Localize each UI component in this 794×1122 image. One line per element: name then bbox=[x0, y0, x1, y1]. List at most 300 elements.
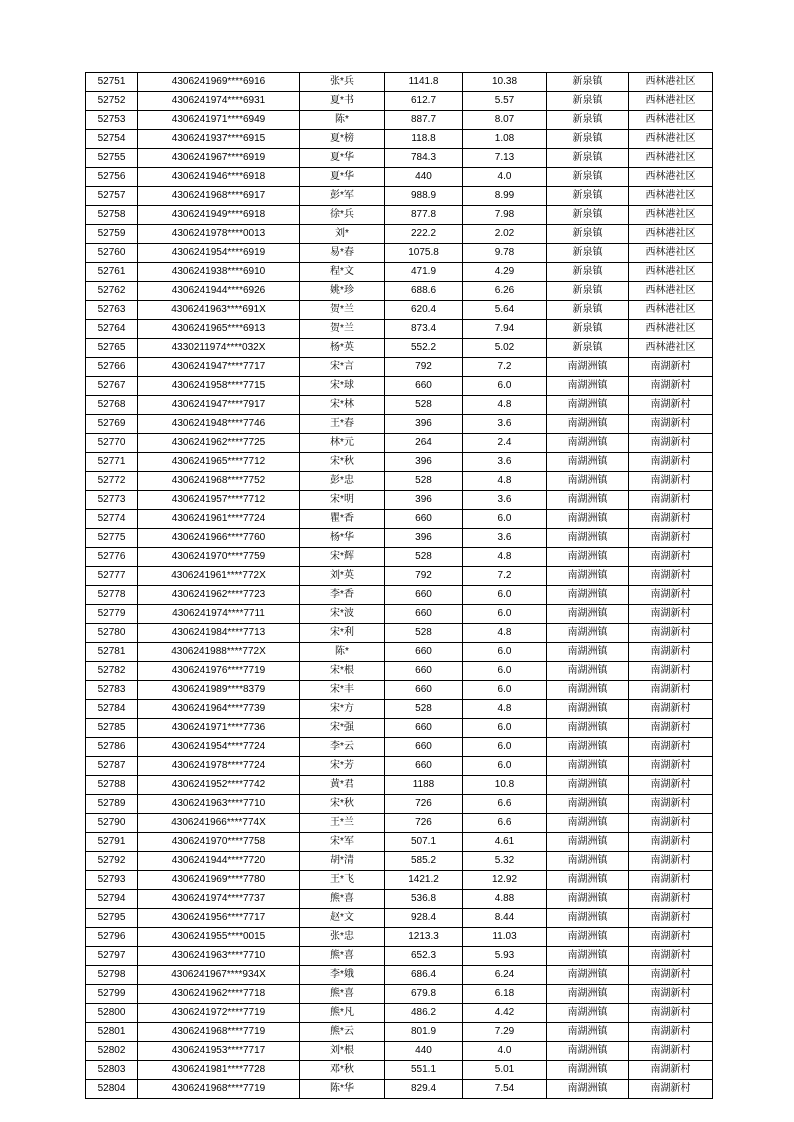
amount-cell: 396 bbox=[385, 453, 463, 472]
village-cell: 南湖新村 bbox=[629, 643, 713, 662]
serial-number-cell: 52791 bbox=[86, 833, 138, 852]
rate-cell: 11.03 bbox=[463, 928, 547, 947]
town-cell: 新泉镇 bbox=[547, 244, 629, 263]
serial-number-cell: 52769 bbox=[86, 415, 138, 434]
amount-cell: 396 bbox=[385, 529, 463, 548]
village-cell: 西林港社区 bbox=[629, 282, 713, 301]
table-row bbox=[86, 928, 713, 947]
id-card-number-cell: 4306241961****772X bbox=[138, 567, 300, 586]
table-row bbox=[86, 377, 713, 396]
amount-cell: 652.3 bbox=[385, 947, 463, 966]
name-cell: 夏*榜 bbox=[300, 130, 385, 149]
id-card-number-cell: 4306241978****7724 bbox=[138, 757, 300, 776]
id-card-number-cell: 4306241988****772X bbox=[138, 643, 300, 662]
village-cell: 西林港社区 bbox=[629, 301, 713, 320]
town-cell: 新泉镇 bbox=[547, 206, 629, 225]
id-card-number-cell: 4306241962****7718 bbox=[138, 985, 300, 1004]
name-cell: 王*飞 bbox=[300, 871, 385, 890]
village-cell: 南湖新村 bbox=[629, 928, 713, 947]
amount-cell: 873.4 bbox=[385, 320, 463, 339]
serial-number-cell: 52771 bbox=[86, 453, 138, 472]
table-row bbox=[86, 73, 713, 92]
amount-cell: 988.9 bbox=[385, 187, 463, 206]
name-cell: 王*春 bbox=[300, 415, 385, 434]
id-card-number-cell: 4306241974****7737 bbox=[138, 890, 300, 909]
name-cell: 夏*华 bbox=[300, 149, 385, 168]
id-card-number-cell: 4306241976****7719 bbox=[138, 662, 300, 681]
id-card-number-cell: 4306241968****7752 bbox=[138, 472, 300, 491]
name-cell: 熊*喜 bbox=[300, 890, 385, 909]
town-cell: 新泉镇 bbox=[547, 149, 629, 168]
table-row bbox=[86, 871, 713, 890]
town-cell: 新泉镇 bbox=[547, 263, 629, 282]
town-cell: 南湖洲镇 bbox=[547, 681, 629, 700]
rate-cell: 8.99 bbox=[463, 187, 547, 206]
id-card-number-cell: 4306241949****6918 bbox=[138, 206, 300, 225]
rate-cell: 4.8 bbox=[463, 548, 547, 567]
amount-cell: 1075.8 bbox=[385, 244, 463, 263]
name-cell: 宋*根 bbox=[300, 662, 385, 681]
id-card-number-cell: 4306241968****7719 bbox=[138, 1080, 300, 1099]
serial-number-cell: 52779 bbox=[86, 605, 138, 624]
village-cell: 南湖新村 bbox=[629, 358, 713, 377]
village-cell: 南湖新村 bbox=[629, 491, 713, 510]
serial-number-cell: 52788 bbox=[86, 776, 138, 795]
rate-cell: 6.0 bbox=[463, 643, 547, 662]
amount-cell: 507.1 bbox=[385, 833, 463, 852]
rate-cell: 6.0 bbox=[463, 510, 547, 529]
amount-cell: 801.9 bbox=[385, 1023, 463, 1042]
id-card-number-cell: 4306241970****7758 bbox=[138, 833, 300, 852]
village-cell: 西林港社区 bbox=[629, 92, 713, 111]
serial-number-cell: 52795 bbox=[86, 909, 138, 928]
town-cell: 南湖洲镇 bbox=[547, 377, 629, 396]
amount-cell: 1188 bbox=[385, 776, 463, 795]
town-cell: 南湖洲镇 bbox=[547, 890, 629, 909]
village-cell: 南湖新村 bbox=[629, 434, 713, 453]
rate-cell: 6.0 bbox=[463, 738, 547, 757]
amount-cell: 585.2 bbox=[385, 852, 463, 871]
table-row bbox=[86, 434, 713, 453]
town-cell: 新泉镇 bbox=[547, 339, 629, 358]
table-row bbox=[86, 833, 713, 852]
serial-number-cell: 52751 bbox=[86, 73, 138, 92]
table-row bbox=[86, 852, 713, 871]
rate-cell: 4.8 bbox=[463, 396, 547, 415]
subsidy-table bbox=[85, 72, 713, 1099]
village-cell: 南湖新村 bbox=[629, 377, 713, 396]
amount-cell: 679.8 bbox=[385, 985, 463, 1004]
amount-cell: 784.3 bbox=[385, 149, 463, 168]
serial-number-cell: 52768 bbox=[86, 396, 138, 415]
amount-cell: 660 bbox=[385, 643, 463, 662]
name-cell: 林*元 bbox=[300, 434, 385, 453]
id-card-number-cell: 4306241965****6913 bbox=[138, 320, 300, 339]
village-cell: 南湖新村 bbox=[629, 966, 713, 985]
rate-cell: 3.6 bbox=[463, 529, 547, 548]
name-cell: 张*忠 bbox=[300, 928, 385, 947]
id-card-number-cell: 4306241944****7720 bbox=[138, 852, 300, 871]
name-cell: 姚*珍 bbox=[300, 282, 385, 301]
serial-number-cell: 52792 bbox=[86, 852, 138, 871]
id-card-number-cell: 4306241984****7713 bbox=[138, 624, 300, 643]
id-card-number-cell: 4306241956****7717 bbox=[138, 909, 300, 928]
name-cell: 宋*秋 bbox=[300, 795, 385, 814]
village-cell: 西林港社区 bbox=[629, 339, 713, 358]
amount-cell: 660 bbox=[385, 662, 463, 681]
table-row bbox=[86, 985, 713, 1004]
town-cell: 南湖洲镇 bbox=[547, 662, 629, 681]
serial-number-cell: 52774 bbox=[86, 510, 138, 529]
town-cell: 南湖洲镇 bbox=[547, 814, 629, 833]
table-row bbox=[86, 643, 713, 662]
id-card-number-cell: 4306241971****6949 bbox=[138, 111, 300, 130]
table-row bbox=[86, 947, 713, 966]
table-row bbox=[86, 548, 713, 567]
serial-number-cell: 52797 bbox=[86, 947, 138, 966]
id-card-number-cell: 4306241972****7719 bbox=[138, 1004, 300, 1023]
amount-cell: 528 bbox=[385, 396, 463, 415]
town-cell: 南湖洲镇 bbox=[547, 700, 629, 719]
table-row bbox=[86, 1080, 713, 1099]
id-card-number-cell: 4306241954****7724 bbox=[138, 738, 300, 757]
name-cell: 宋*军 bbox=[300, 833, 385, 852]
village-cell: 南湖新村 bbox=[629, 833, 713, 852]
amount-cell: 620.4 bbox=[385, 301, 463, 320]
rate-cell: 10.8 bbox=[463, 776, 547, 795]
amount-cell: 396 bbox=[385, 415, 463, 434]
table-row bbox=[86, 662, 713, 681]
village-cell: 南湖新村 bbox=[629, 738, 713, 757]
town-cell: 南湖洲镇 bbox=[547, 510, 629, 529]
name-cell: 宋*丰 bbox=[300, 681, 385, 700]
town-cell: 南湖洲镇 bbox=[547, 586, 629, 605]
rate-cell: 5.32 bbox=[463, 852, 547, 871]
table-row bbox=[86, 168, 713, 187]
table-row bbox=[86, 909, 713, 928]
amount-cell: 877.8 bbox=[385, 206, 463, 225]
village-cell: 西林港社区 bbox=[629, 263, 713, 282]
table-row bbox=[86, 890, 713, 909]
rate-cell: 7.94 bbox=[463, 320, 547, 339]
table-row bbox=[86, 282, 713, 301]
town-cell: 新泉镇 bbox=[547, 301, 629, 320]
table-row bbox=[86, 149, 713, 168]
town-cell: 新泉镇 bbox=[547, 111, 629, 130]
id-card-number-cell: 4306241981****7728 bbox=[138, 1061, 300, 1080]
rate-cell: 6.0 bbox=[463, 377, 547, 396]
serial-number-cell: 52780 bbox=[86, 624, 138, 643]
rate-cell: 4.0 bbox=[463, 168, 547, 187]
serial-number-cell: 52760 bbox=[86, 244, 138, 263]
serial-number-cell: 52794 bbox=[86, 890, 138, 909]
serial-number-cell: 52801 bbox=[86, 1023, 138, 1042]
name-cell: 李*香 bbox=[300, 586, 385, 605]
rate-cell: 6.6 bbox=[463, 814, 547, 833]
id-card-number-cell: 4306241974****7711 bbox=[138, 605, 300, 624]
village-cell: 南湖新村 bbox=[629, 852, 713, 871]
id-card-number-cell: 4306241968****6917 bbox=[138, 187, 300, 206]
rate-cell: 3.6 bbox=[463, 491, 547, 510]
name-cell: 宋*言 bbox=[300, 358, 385, 377]
town-cell: 南湖洲镇 bbox=[547, 795, 629, 814]
serial-number-cell: 52781 bbox=[86, 643, 138, 662]
rate-cell: 4.42 bbox=[463, 1004, 547, 1023]
village-cell: 南湖新村 bbox=[629, 472, 713, 491]
rate-cell: 4.29 bbox=[463, 263, 547, 282]
village-cell: 南湖新村 bbox=[629, 776, 713, 795]
town-cell: 南湖洲镇 bbox=[547, 396, 629, 415]
name-cell: 宋*强 bbox=[300, 719, 385, 738]
village-cell: 南湖新村 bbox=[629, 605, 713, 624]
name-cell: 瞿*香 bbox=[300, 510, 385, 529]
rate-cell: 6.0 bbox=[463, 681, 547, 700]
id-card-number-cell: 4306241937****6915 bbox=[138, 130, 300, 149]
village-cell: 西林港社区 bbox=[629, 225, 713, 244]
town-cell: 新泉镇 bbox=[547, 130, 629, 149]
rate-cell: 6.0 bbox=[463, 605, 547, 624]
rate-cell: 6.0 bbox=[463, 662, 547, 681]
rate-cell: 8.07 bbox=[463, 111, 547, 130]
serial-number-cell: 52804 bbox=[86, 1080, 138, 1099]
rate-cell: 7.54 bbox=[463, 1080, 547, 1099]
amount-cell: 528 bbox=[385, 548, 463, 567]
rate-cell: 6.24 bbox=[463, 966, 547, 985]
table-row bbox=[86, 491, 713, 510]
table-row bbox=[86, 415, 713, 434]
amount-cell: 887.7 bbox=[385, 111, 463, 130]
name-cell: 王*兰 bbox=[300, 814, 385, 833]
rate-cell: 9.78 bbox=[463, 244, 547, 263]
serial-number-cell: 52755 bbox=[86, 149, 138, 168]
id-card-number-cell: 4306241952****7742 bbox=[138, 776, 300, 795]
rate-cell: 7.13 bbox=[463, 149, 547, 168]
amount-cell: 660 bbox=[385, 377, 463, 396]
name-cell: 黄*君 bbox=[300, 776, 385, 795]
table-row bbox=[86, 719, 713, 738]
village-cell: 南湖新村 bbox=[629, 985, 713, 1004]
id-card-number-cell: 4306241989****8379 bbox=[138, 681, 300, 700]
serial-number-cell: 52754 bbox=[86, 130, 138, 149]
table-row bbox=[86, 358, 713, 377]
town-cell: 新泉镇 bbox=[547, 73, 629, 92]
town-cell: 南湖洲镇 bbox=[547, 415, 629, 434]
name-cell: 邓*秋 bbox=[300, 1061, 385, 1080]
table-row bbox=[86, 339, 713, 358]
serial-number-cell: 52803 bbox=[86, 1061, 138, 1080]
amount-cell: 688.6 bbox=[385, 282, 463, 301]
amount-cell: 660 bbox=[385, 510, 463, 529]
village-cell: 南湖新村 bbox=[629, 1061, 713, 1080]
serial-number-cell: 52761 bbox=[86, 263, 138, 282]
table-row bbox=[86, 320, 713, 339]
table-row bbox=[86, 206, 713, 225]
id-card-number-cell: 4306241969****6916 bbox=[138, 73, 300, 92]
table-row bbox=[86, 453, 713, 472]
name-cell: 彭*忠 bbox=[300, 472, 385, 491]
serial-number-cell: 52758 bbox=[86, 206, 138, 225]
id-card-number-cell: 4306241970****7759 bbox=[138, 548, 300, 567]
amount-cell: 726 bbox=[385, 795, 463, 814]
serial-number-cell: 52753 bbox=[86, 111, 138, 130]
rate-cell: 5.02 bbox=[463, 339, 547, 358]
rate-cell: 4.8 bbox=[463, 472, 547, 491]
table-row bbox=[86, 396, 713, 415]
name-cell: 贺*兰 bbox=[300, 320, 385, 339]
serial-number-cell: 52756 bbox=[86, 168, 138, 187]
village-cell: 南湖新村 bbox=[629, 719, 713, 738]
town-cell: 南湖洲镇 bbox=[547, 833, 629, 852]
town-cell: 南湖洲镇 bbox=[547, 757, 629, 776]
table-row bbox=[86, 301, 713, 320]
village-cell: 南湖新村 bbox=[629, 396, 713, 415]
town-cell: 新泉镇 bbox=[547, 282, 629, 301]
name-cell: 宋*球 bbox=[300, 377, 385, 396]
id-card-number-cell: 4306241968****7719 bbox=[138, 1023, 300, 1042]
serial-number-cell: 52775 bbox=[86, 529, 138, 548]
table-row bbox=[86, 1042, 713, 1061]
id-card-number-cell: 4306241947****7917 bbox=[138, 396, 300, 415]
rate-cell: 6.0 bbox=[463, 719, 547, 738]
table-row bbox=[86, 529, 713, 548]
rate-cell: 5.93 bbox=[463, 947, 547, 966]
serial-number-cell: 52772 bbox=[86, 472, 138, 491]
id-card-number-cell: 4306241966****774X bbox=[138, 814, 300, 833]
table-row bbox=[86, 187, 713, 206]
name-cell: 陈*华 bbox=[300, 1080, 385, 1099]
table-row bbox=[86, 605, 713, 624]
id-card-number-cell: 4306241938****6910 bbox=[138, 263, 300, 282]
table-row bbox=[86, 567, 713, 586]
name-cell: 陈* bbox=[300, 111, 385, 130]
name-cell: 彭*军 bbox=[300, 187, 385, 206]
table-row bbox=[86, 111, 713, 130]
amount-cell: 536.8 bbox=[385, 890, 463, 909]
village-cell: 西林港社区 bbox=[629, 168, 713, 187]
name-cell: 宋*波 bbox=[300, 605, 385, 624]
serial-number-cell: 52759 bbox=[86, 225, 138, 244]
id-card-number-cell: 4306241961****7724 bbox=[138, 510, 300, 529]
table-row bbox=[86, 92, 713, 111]
town-cell: 南湖洲镇 bbox=[547, 852, 629, 871]
id-card-number-cell: 4306241978****0013 bbox=[138, 225, 300, 244]
amount-cell: 528 bbox=[385, 624, 463, 643]
town-cell: 新泉镇 bbox=[547, 320, 629, 339]
table-row bbox=[86, 1061, 713, 1080]
name-cell: 夏*华 bbox=[300, 168, 385, 187]
amount-cell: 792 bbox=[385, 358, 463, 377]
serial-number-cell: 52784 bbox=[86, 700, 138, 719]
rate-cell: 7.2 bbox=[463, 358, 547, 377]
id-card-number-cell: 4306241964****7739 bbox=[138, 700, 300, 719]
name-cell: 熊*喜 bbox=[300, 985, 385, 1004]
serial-number-cell: 52766 bbox=[86, 358, 138, 377]
id-card-number-cell: 4306241954****6919 bbox=[138, 244, 300, 263]
name-cell: 宋*方 bbox=[300, 700, 385, 719]
name-cell: 杨*华 bbox=[300, 529, 385, 548]
amount-cell: 118.8 bbox=[385, 130, 463, 149]
id-card-number-cell: 4306241955****0015 bbox=[138, 928, 300, 947]
rate-cell: 6.0 bbox=[463, 757, 547, 776]
village-cell: 南湖新村 bbox=[629, 681, 713, 700]
village-cell: 南湖新村 bbox=[629, 1004, 713, 1023]
amount-cell: 264 bbox=[385, 434, 463, 453]
name-cell: 熊*云 bbox=[300, 1023, 385, 1042]
table-row bbox=[86, 776, 713, 795]
village-cell: 南湖新村 bbox=[629, 548, 713, 567]
serial-number-cell: 52793 bbox=[86, 871, 138, 890]
serial-number-cell: 52765 bbox=[86, 339, 138, 358]
id-card-number-cell: 4306241946****6918 bbox=[138, 168, 300, 187]
town-cell: 南湖洲镇 bbox=[547, 985, 629, 1004]
amount-cell: 551.1 bbox=[385, 1061, 463, 1080]
village-cell: 南湖新村 bbox=[629, 567, 713, 586]
id-card-number-cell: 4306241967****6919 bbox=[138, 149, 300, 168]
name-cell: 易*春 bbox=[300, 244, 385, 263]
town-cell: 南湖洲镇 bbox=[547, 567, 629, 586]
serial-number-cell: 52764 bbox=[86, 320, 138, 339]
town-cell: 新泉镇 bbox=[547, 225, 629, 244]
town-cell: 南湖洲镇 bbox=[547, 548, 629, 567]
village-cell: 南湖新村 bbox=[629, 814, 713, 833]
name-cell: 宋*芳 bbox=[300, 757, 385, 776]
table-row bbox=[86, 510, 713, 529]
name-cell: 杨*英 bbox=[300, 339, 385, 358]
table-row bbox=[86, 130, 713, 149]
amount-cell: 1213.3 bbox=[385, 928, 463, 947]
name-cell: 宋*利 bbox=[300, 624, 385, 643]
name-cell: 张*兵 bbox=[300, 73, 385, 92]
rate-cell: 4.8 bbox=[463, 700, 547, 719]
name-cell: 熊*喜 bbox=[300, 947, 385, 966]
rate-cell: 6.0 bbox=[463, 586, 547, 605]
table-row bbox=[86, 738, 713, 757]
amount-cell: 928.4 bbox=[385, 909, 463, 928]
name-cell: 熊*凡 bbox=[300, 1004, 385, 1023]
amount-cell: 612.7 bbox=[385, 92, 463, 111]
serial-number-cell: 52752 bbox=[86, 92, 138, 111]
village-cell: 西林港社区 bbox=[629, 149, 713, 168]
id-card-number-cell: 4306241962****7725 bbox=[138, 434, 300, 453]
village-cell: 南湖新村 bbox=[629, 1080, 713, 1099]
village-cell: 南湖新村 bbox=[629, 510, 713, 529]
village-cell: 西林港社区 bbox=[629, 111, 713, 130]
village-cell: 南湖新村 bbox=[629, 1023, 713, 1042]
id-card-number-cell: 4306241948****7746 bbox=[138, 415, 300, 434]
village-cell: 南湖新村 bbox=[629, 586, 713, 605]
serial-number-cell: 52762 bbox=[86, 282, 138, 301]
serial-number-cell: 52790 bbox=[86, 814, 138, 833]
village-cell: 南湖新村 bbox=[629, 415, 713, 434]
name-cell: 赵*文 bbox=[300, 909, 385, 928]
id-card-number-cell: 4330211974****032X bbox=[138, 339, 300, 358]
village-cell: 南湖新村 bbox=[629, 909, 713, 928]
village-cell: 西林港社区 bbox=[629, 187, 713, 206]
table-row bbox=[86, 624, 713, 643]
name-cell: 刘*英 bbox=[300, 567, 385, 586]
amount-cell: 528 bbox=[385, 472, 463, 491]
amount-cell: 1421.2 bbox=[385, 871, 463, 890]
name-cell: 胡*清 bbox=[300, 852, 385, 871]
serial-number-cell: 52757 bbox=[86, 187, 138, 206]
town-cell: 南湖洲镇 bbox=[547, 434, 629, 453]
id-card-number-cell: 4306241963****7710 bbox=[138, 795, 300, 814]
serial-number-cell: 52799 bbox=[86, 985, 138, 1004]
rate-cell: 4.88 bbox=[463, 890, 547, 909]
name-cell: 李*娥 bbox=[300, 966, 385, 985]
serial-number-cell: 52800 bbox=[86, 1004, 138, 1023]
table-row bbox=[86, 966, 713, 985]
